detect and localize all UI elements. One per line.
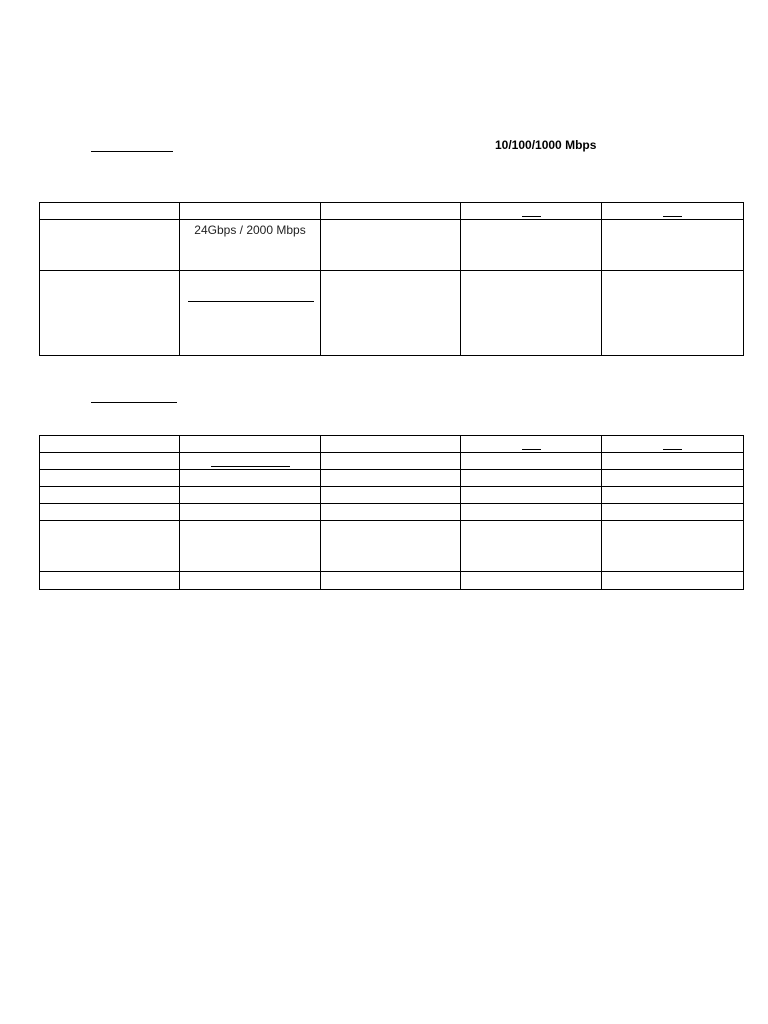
table-row	[40, 220, 744, 271]
table-cell	[180, 271, 321, 356]
speed-label: 10/100/1000 Mbps	[495, 138, 597, 152]
table-cell	[461, 453, 602, 470]
section1-heading-underline	[91, 151, 173, 152]
table-row	[40, 521, 744, 572]
table-cell	[40, 271, 180, 356]
table-cell	[180, 504, 321, 521]
table-cell	[40, 521, 180, 572]
header-short-underline	[522, 449, 541, 450]
throughput-value: 24Gbps / 2000 Mbps	[194, 223, 306, 237]
table-row	[40, 572, 744, 590]
blank-fill-line	[211, 466, 290, 467]
table-cell	[602, 521, 744, 572]
table-1-header-cell	[180, 203, 321, 220]
table-cell	[40, 572, 180, 590]
section2-heading-underline	[91, 402, 177, 403]
table-cell	[180, 453, 321, 470]
table-cell	[40, 220, 180, 271]
table-1-header-row	[40, 203, 744, 220]
table-cell	[40, 487, 180, 504]
table-2-header-cell	[321, 436, 461, 453]
table-cell	[461, 271, 602, 356]
table-row	[40, 487, 744, 504]
header-short-underline	[522, 216, 541, 217]
table-row	[40, 504, 744, 521]
table-cell	[461, 220, 602, 271]
table-cell	[321, 470, 461, 487]
table-cell	[321, 504, 461, 521]
table-cell	[40, 453, 180, 470]
table-cell	[40, 470, 180, 487]
table-cell	[602, 470, 744, 487]
table-2-header-cell	[602, 436, 744, 453]
table-2-header-cell	[180, 436, 321, 453]
table-cell	[461, 487, 602, 504]
table-cell	[180, 220, 321, 271]
table-cell	[180, 572, 321, 590]
table-1-header-cell	[602, 203, 744, 220]
header-short-underline	[663, 216, 682, 217]
table-cell	[461, 521, 602, 572]
table-cell	[40, 504, 180, 521]
table-cell	[461, 504, 602, 521]
table-row	[40, 453, 744, 470]
blank-fill-line	[188, 301, 314, 302]
table-cell	[180, 487, 321, 504]
table-1-header-cell	[40, 203, 180, 220]
table-2	[39, 435, 744, 590]
table-cell	[602, 220, 744, 271]
table-cell	[602, 487, 744, 504]
table-cell	[321, 220, 461, 271]
table-2-header-row	[40, 436, 744, 453]
table-2-header-cell	[40, 436, 180, 453]
table-cell	[602, 572, 744, 590]
table-cell	[602, 453, 744, 470]
table-cell	[321, 487, 461, 504]
table-cell	[321, 572, 461, 590]
table-cell	[321, 271, 461, 356]
table-cell	[321, 453, 461, 470]
table-cell	[180, 470, 321, 487]
table-row	[40, 470, 744, 487]
table-row	[40, 271, 744, 356]
table-cell	[321, 521, 461, 572]
table-cell	[602, 504, 744, 521]
table-cell	[602, 271, 744, 356]
header-short-underline	[663, 449, 682, 450]
table-cell	[461, 470, 602, 487]
table-1	[39, 202, 744, 356]
table-1-header-cell	[321, 203, 461, 220]
table-1-header-cell	[461, 203, 602, 220]
table-cell	[180, 521, 321, 572]
table-2-header-cell	[461, 436, 602, 453]
table-cell	[461, 572, 602, 590]
